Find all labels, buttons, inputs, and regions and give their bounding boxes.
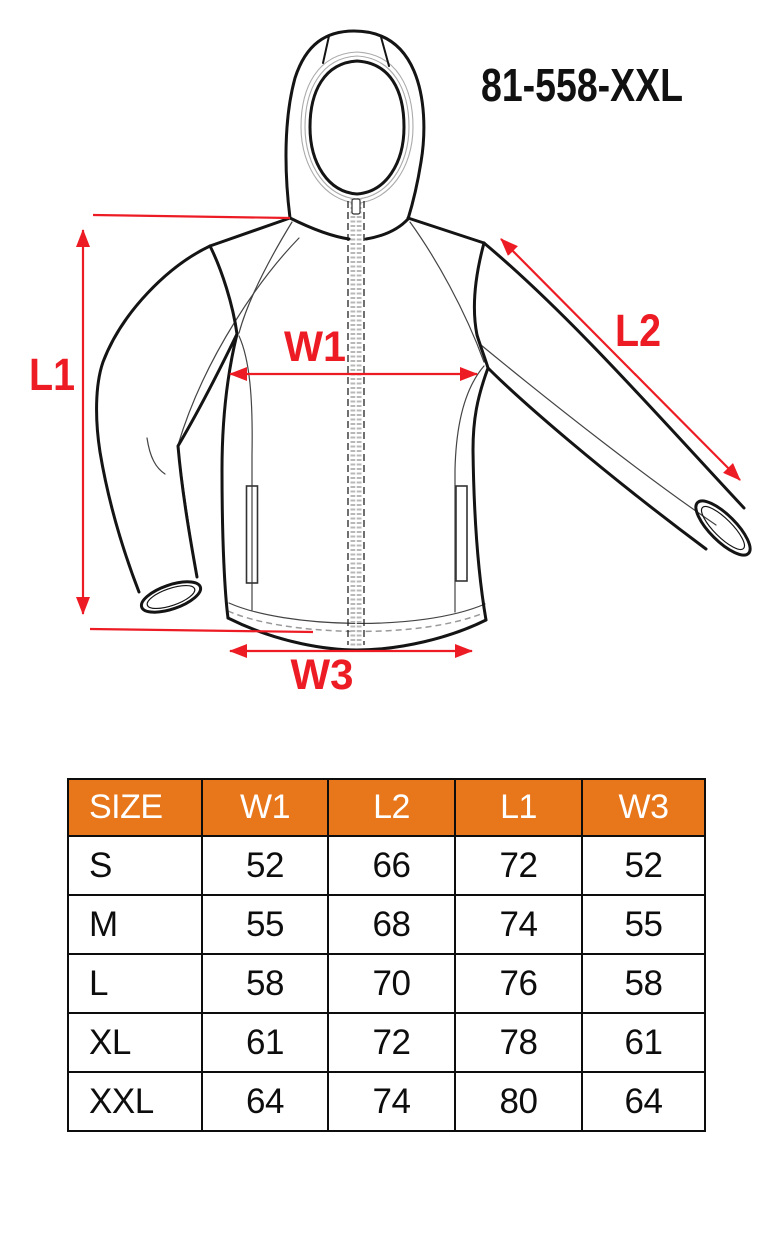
size-cell: XXL — [68, 1072, 202, 1131]
table-cell: 74 — [328, 1072, 455, 1131]
table-cell: 74 — [455, 895, 582, 954]
table-cell: 61 — [582, 1013, 705, 1072]
header-l1: L1 — [455, 779, 582, 836]
size-cell: S — [68, 836, 202, 895]
header-w3: W3 — [582, 779, 705, 836]
w3-label: W3 — [290, 651, 354, 699]
zipper — [348, 198, 364, 646]
table-row — [68, 836, 705, 895]
size-cell: L — [68, 954, 202, 1013]
size-cell: XL — [68, 1013, 202, 1072]
table-cell: 66 — [328, 836, 455, 895]
header-size: SIZE — [68, 779, 202, 836]
table-cell: 72 — [328, 1013, 455, 1072]
table-cell: 52 — [582, 836, 705, 895]
right-pocket — [456, 486, 467, 581]
table-row — [68, 1072, 705, 1131]
size-table — [67, 778, 706, 1132]
table-cell: 55 — [582, 895, 705, 954]
l2-label: L2 — [615, 305, 661, 356]
l2-dimension-arrow — [501, 239, 740, 480]
seam-lines — [147, 222, 716, 623]
size-cell: M — [68, 895, 202, 954]
table-row — [68, 954, 705, 1013]
zipper-pull — [352, 199, 360, 214]
table-header-row — [68, 779, 705, 836]
table-cell: 68 — [328, 895, 455, 954]
table-cell: 64 — [582, 1072, 705, 1131]
l1-top-reference-line — [93, 215, 290, 218]
table-cell: 58 — [582, 954, 705, 1013]
l1-label: L1 — [29, 349, 75, 400]
table-cell: 61 — [202, 1013, 328, 1072]
hood-inner-lines — [301, 52, 413, 203]
table-row — [68, 1013, 705, 1072]
header-l2: L2 — [328, 779, 455, 836]
table-cell: 70 — [328, 954, 455, 1013]
l1-bottom-reference-line — [90, 629, 313, 632]
table-cell: 72 — [455, 836, 582, 895]
table-cell: 64 — [202, 1072, 328, 1131]
header-w1: W1 — [202, 779, 328, 836]
table-cell: 76 — [455, 954, 582, 1013]
table-cell: 58 — [202, 954, 328, 1013]
table-cell: 52 — [202, 836, 328, 895]
table-cell: 80 — [455, 1072, 582, 1131]
table-cell: 55 — [202, 895, 328, 954]
table-row — [68, 895, 705, 954]
w1-label: W1 — [284, 323, 346, 371]
table-cell: 78 — [455, 1013, 582, 1072]
product-code: 81-558-XXL — [481, 59, 683, 111]
